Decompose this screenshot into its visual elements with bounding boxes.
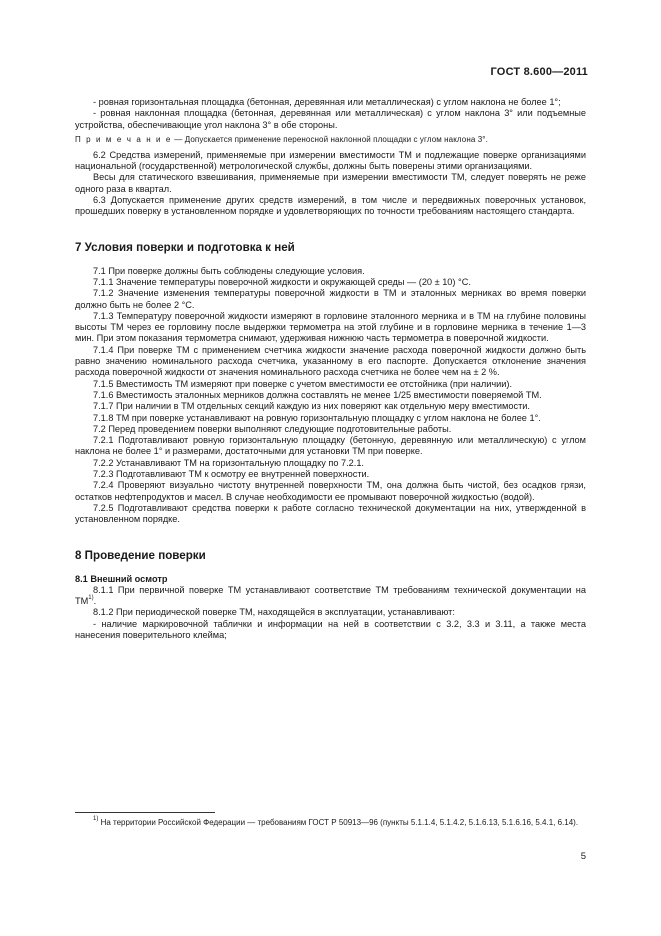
note-label: П р и м е ч а н и е — [75, 134, 172, 144]
paragraph — [75, 585, 586, 608]
paragraph: 7.2.1 Подготавливают ровную горизонтальную площадку (бетонную, деревянную или металлическую) с углом наклона не более 1° и размерами, достаточными для установки ТМ при поверке. — [75, 435, 586, 457]
paragraph: - ровная наклонная площадка (бетонная, деревянная или металлическая) с углом наклона 3° или подъемные устройства, обеспечивающие угол наклона 3° в обе стороны. — [75, 108, 586, 130]
section-8-title: 8 Проведение поверки — [75, 548, 206, 562]
subsection-8-1-title: 8.1 Внешний осмотр — [75, 573, 168, 584]
paragraph-text: 8.1.1 При первичной поверке ТМ устанавливают соответствие ТМ требованиям технической документации на ТМ — [75, 584, 586, 607]
paragraph: 8.1.2 При периодической поверке ТМ, находящейся в эксплуатации, устанавливают: — [93, 607, 455, 618]
paragraph: 7.1.4 При поверке ТМ с применением счетчика жидкости значение расхода поверочной жидкости должно быть равно значению номинального расхода счетчика, указанному в его паспорте. Допускается отклонение значения расхода поверочной жидкости от значения номинального расхода счетчика не более чем на ± 2 %. — [75, 344, 586, 378]
paragraph: 6.3 Допускается применение других средств измерений, в том числе и передвижных поверочных установок, прошедших поверку в установленном порядке и удовлетворяющих по точности требованиям настоящего стандарта. — [75, 195, 586, 217]
paragraph-end: . — [93, 596, 97, 607]
paragraph: 7.2.2 Устанавливают ТМ на горизонтальную площадку по 7.2.1. — [93, 457, 364, 468]
footnote-mark: 1) — [93, 816, 99, 823]
paragraph: - наличие маркировочной таблички и информации на ней в соответствии с 3.2, 3.3 и 3.11, а также места нанесения поверительного клейма; — [75, 618, 586, 640]
note-text: — Допускается применение переносной наклонной площадки с углом наклона 3°. — [171, 134, 488, 144]
section-7-title: 7 Условия поверки и подготовка к ней — [75, 240, 295, 254]
footnote-text: На территории Российской Федерации — требованиям ГОСТ Р 50913—96 (пункты 5.1.1.4, 5.1.4.2, 5.1.6.13, 5.1.6.16, 5.4.1, 6.14). — [98, 818, 579, 827]
paragraph: 7.1.3 Температуру поверочной жидкости измеряют в горловине эталонного мерника и в ТМ на глубине половины высоты ТМ через ее горловину после выдержки термометра на этой глубине и в горловине мерника в течение 1—3 мин. При этом показания термометра снимают, удерживая нижнюю часть термометра в поверочной жидкости. — [75, 310, 586, 344]
document-id: ГОСТ 8.600—2011 — [490, 66, 588, 78]
paragraph: 7.1 При поверке должны быть соблюдены следующие условия. — [93, 265, 365, 276]
paragraph: 7.1.1 Значение температуры поверочной жидкости и окружающей среды — (20 ± 10) °C. — [93, 276, 471, 287]
paragraph: 7.1.8 ТМ при поверке устанавливают на ровную горизонтальную площадку с углом наклона не более 1°. — [93, 412, 541, 423]
footnote — [75, 818, 586, 829]
paragraph: 7.2.5 Подготавливают средства поверки к работе согласно технической документации на них, утвержденной в установленном порядке. — [75, 502, 586, 525]
note — [75, 135, 586, 145]
paragraph: 7.1.7 При наличии в ТМ отдельных секций каждую из них поверяют как отдельную меру вместимости. — [93, 401, 530, 412]
paragraph: - ровная горизонтальная площадка (бетонная, деревянная или металлическая) с углом наклона не более 1°; — [93, 97, 561, 107]
paragraph: 7.2 Перед проведением поверки выполняют следующие подготовительные работы. — [93, 423, 452, 434]
document-body — [75, 97, 586, 641]
paragraph: 7.1.5 Вместимость ТМ измеряют при поверке с учетом вместимости ее отстойника (при наличии). — [93, 378, 513, 389]
paragraph: 7.1.6 Вместимость эталонных мерников должна составлять не менее 1/25 вместимости поверяемой ТМ. — [93, 389, 542, 400]
paragraph: 7.2.3 Подготавливают ТМ к осмотру ее внутренней поверхности. — [93, 469, 370, 480]
paragraph: 7.1.2 Значение изменения температуры поверочной жидкости в ТМ и эталонных мерниках во время поверки должно быть не более 2 °C. — [75, 288, 586, 310]
page-number: 5 — [580, 851, 586, 862]
paragraph: Весы для статического взвешивания, применяемые при измерении вместимости ТМ, следует поверять не реже одного раза в квартал. — [75, 172, 586, 194]
footnote-ref: 1) — [88, 595, 94, 602]
footnote-divider — [75, 812, 215, 813]
paragraph: 7.2.4 Проверяют визуально чистоту внутренней поверхности ТМ, она должна быть чистой, без осадков грязи, остатков нефтепродуктов и масел. В случае необходимости ее промывают поверочной жидкостью (водой). — [75, 480, 586, 502]
paragraph: 6.2 Средства измерений, применяемые при измерении вместимости ТМ и подлежащие поверке организациями национальной (государственной) метрологической службы, должны быть поверены этими организациями. — [75, 149, 586, 172]
